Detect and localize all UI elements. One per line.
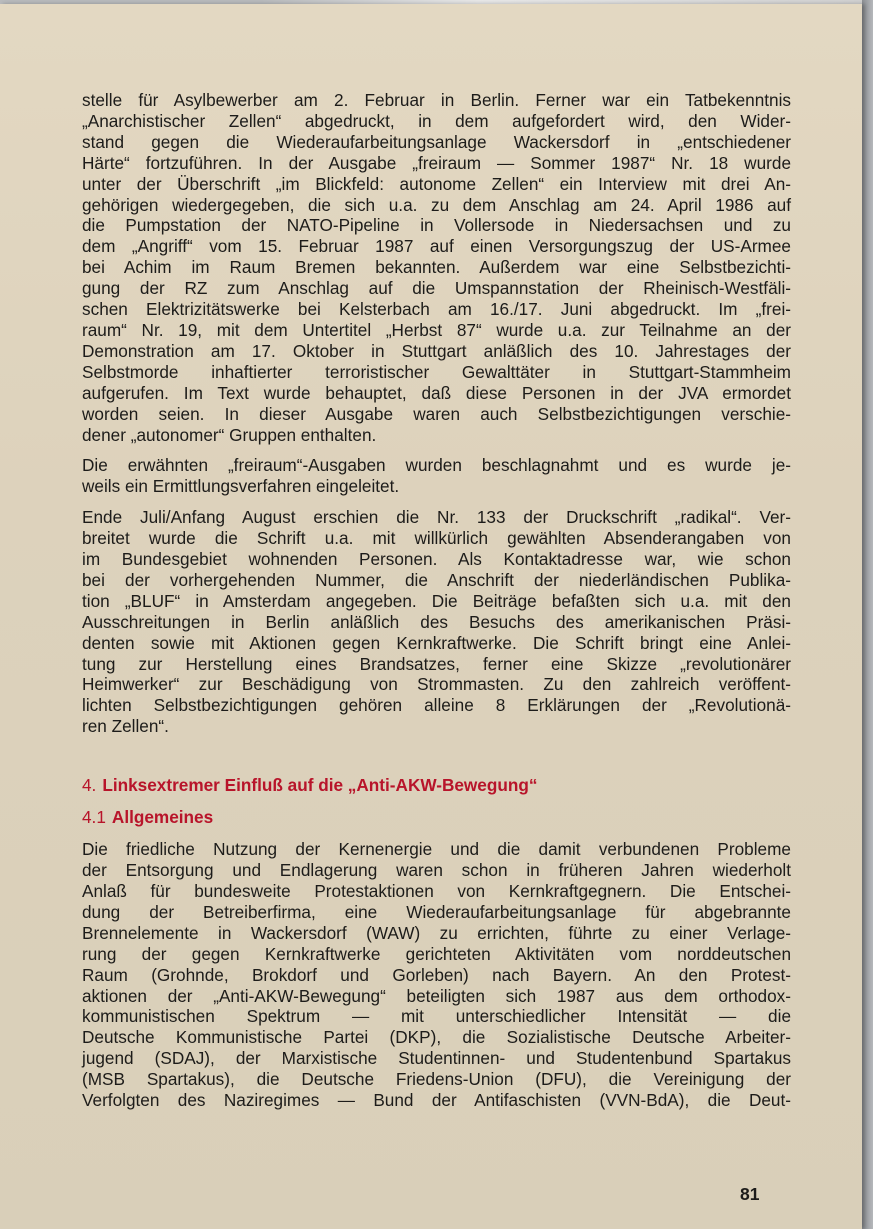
text-line: Die friedliche Nutzung der Kernenergie und die damit verbundenen Probleme	[82, 839, 791, 860]
text-line: Ausschreitungen in Berlin anläßlich des Besuchs des amerikanischen Präsi-	[82, 611, 791, 632]
subsection-title: Allgemeines	[111, 807, 214, 828]
text-line: breitet wurde die Schrift u.a. mit willkürlich gewählten Absenderangaben von	[82, 528, 791, 549]
page-content	[82, 90, 791, 1121]
document-page	[0, 4, 862, 1229]
text-line: tion „BLUF“ in Amsterdam angegeben. Die Beiträge befaßten sich u.a. mit den	[82, 590, 791, 611]
text-line: Die erwähnten „freiraum“-Ausgaben wurden beschlagnahmt und es wurde je-	[82, 455, 791, 476]
text-line: stelle für Asylbewerber am 2. Februar in Berlin. Ferner war ein Tatbekenntnis	[82, 90, 791, 110]
text-line: kommunistischen Spektrum — mit unterschiedlicher Intensität — die	[82, 1006, 791, 1027]
text-line: der Entsorgung und Endlagerung waren schon in früheren Jahren wiederholt	[82, 860, 791, 881]
text-line: raum“ Nr. 19, mit dem Untertitel „Herbst 87“ wurde u.a. zur Teilnahme an der	[82, 319, 791, 340]
text-line: Ende Juli/Anfang August erschien die Nr. 133 der Druckschrift „radikal“. Ver-	[82, 507, 791, 528]
text-line: Härte“ fortzuführen. In der Ausgabe „freiraum — Sommer 1987“ Nr. 18 wurde	[82, 152, 791, 173]
text-line: Heimwerker“ zur Beschädigung von Strommasten. Zu den zahlreich veröffent-	[82, 674, 791, 695]
text-line: „Anarchistischer Zellen“ abgedruckt, in dem aufgefordert wird, den Wider-	[82, 110, 791, 131]
text-line: stand gegen die Wiederaufarbeitungsanlage Wackersdorf in „entschiedener	[82, 131, 791, 152]
text-line: dung der Betreiberfirma, eine Wiederaufarbeitungsanlage für abgebrannte	[82, 901, 791, 922]
text-line: die Pumpstation der NATO-Pipeline in Vollersode in Niedersachsen und zu	[82, 215, 791, 236]
text-line: lichten Selbstbezichtigungen gehören alleine 8 Erklärungen der „Revolutionä-	[82, 695, 791, 716]
paragraph-beschlagnahmt	[82, 455, 791, 497]
text-line: Brennelemente in Wackersdorf (WAW) zu errichten, führte zu einer Verlage-	[82, 922, 791, 943]
text-line: Raum (Grohnde, Brokdorf und Gorleben) nach Bayern. An den Protest-	[82, 964, 791, 985]
text-line: weils ein Ermittlungsverfahren eingeleitet.	[82, 476, 400, 497]
text-line: denten sowie mit Aktionen gegen Kernkraftwerke. Die Schrift bringt eine Anlei-	[82, 632, 791, 653]
section-title: Linksextremer Einfluß auf die „Anti-AKW-Bewegung“	[102, 775, 538, 796]
page-number: 81	[740, 1184, 760, 1204]
text-line: schen Elektrizitätswerke bei Kelsterbach am 16./17. Juni abgedruckt. Im „frei-	[82, 299, 791, 320]
text-line: Verfolgten des Naziregimes — Bund der Antifaschisten (VVN-BdA), die Deut-	[82, 1090, 791, 1111]
text-line: Selbstmorde inhaftierter terroristischer Gewalttäter in Stuttgart-Stammheim	[82, 361, 791, 382]
subsection-heading	[82, 807, 791, 828]
text-line: dener „autonomer“ Gruppen enthalten.	[82, 424, 377, 445]
text-line: Deutsche Kommunistische Partei (DKP), die Sozialistische Deutsche Arbeiter-	[82, 1027, 791, 1048]
text-line: Anlaß für bundesweite Protestaktionen von Kernkraftgegnern. Die Entschei-	[82, 881, 791, 901]
section-spacer	[82, 747, 791, 775]
text-line: jugend (SDAJ), der Marxistische Studentinnen- und Studentenbund Spartakus	[82, 1048, 791, 1069]
text-line: Demonstration am 17. Oktober in Stuttgart anläßlich des 10. Jahrestages der	[82, 340, 791, 361]
text-line: worden seien. In dieser Ausgabe waren auch Selbstbezichtigungen verschie-	[82, 403, 791, 424]
text-line: dem „Angriff“ vom 15. Februar 1987 auf einen Versorgungszug der US-Armee	[82, 236, 791, 257]
text-line: aktionen der „Anti-AKW-Bewegung“ beteiligten sich 1987 aus dem orthodox-	[82, 985, 791, 1006]
subsection-number: 4.1	[82, 807, 106, 828]
text-line: (MSB Spartakus), die Deutsche Friedens-Union (DFU), die Vereinigung der	[82, 1069, 791, 1090]
paragraph-allgemeines	[82, 839, 791, 1111]
text-line: rung der gegen Kernkraftwerke gerichteten Aktivitäten vom norddeutschen	[82, 943, 791, 964]
scan-right-edge	[862, 0, 873, 1229]
text-line: gung der RZ zum Anschlag auf die Umspannstation der Rheinisch-Westfäli-	[82, 278, 791, 299]
paragraph-freiraum	[82, 90, 791, 445]
section-heading	[82, 775, 791, 796]
text-line: bei der vorhergehenden Nummer, die Anschrift der niederländischen Publika-	[82, 569, 791, 590]
text-line: ren Zellen“.	[82, 716, 169, 737]
text-line: aufgerufen. Im Text wurde behauptet, daß diese Personen in der JVA ermordet	[82, 382, 791, 403]
text-line: bei Achim im Raum Bremen bekannten. Außerdem war eine Selbstbezichti-	[82, 257, 791, 278]
paragraph-radikal	[82, 507, 791, 737]
section-number: 4.	[82, 775, 97, 796]
text-line: tung zur Herstellung eines Brandsatzes, ferner eine Skizze „revolutionärer	[82, 653, 791, 674]
text-line: im Bundesgebiet wohnenden Personen. Als Kontaktadresse war, wie schon	[82, 549, 791, 570]
text-line: unter der Überschrift „im Blickfeld: autonome Zellen“ ein Interview mit drei An-	[82, 173, 791, 194]
text-line: gehörigen wiedergegeben, die sich u.a. zu dem Anschlag am 24. April 1986 auf	[82, 194, 791, 215]
